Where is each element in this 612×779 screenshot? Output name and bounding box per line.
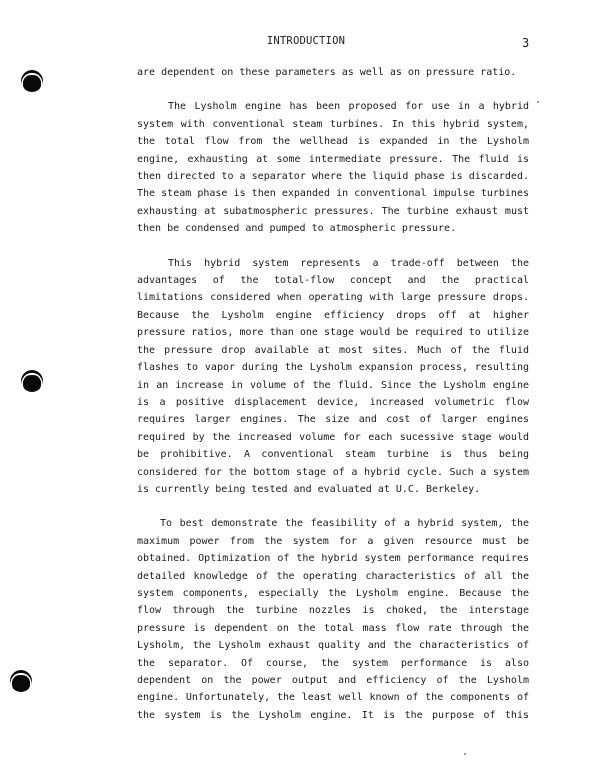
text-line: be prohibitive. A conventional steam turbine is thus being (137, 449, 529, 461)
text-line: Lysholm, the Lysholm exhaust quality and the characteristics of (137, 640, 529, 652)
text-line: The steam phase is then expanded in conventional impulse turbines (137, 188, 529, 200)
text-line: exhausting at subatmospheric pressures. The turbine exhaust must (137, 205, 529, 217)
page-number: 3 (522, 36, 530, 50)
text-line: then directed to a separator where the liquid phase is discarded. (137, 171, 529, 183)
punch-hole-bottom (10, 670, 32, 692)
text-line: is currently being tested and evaluated at U.C. Berkeley. (137, 483, 481, 495)
paragraph-hybrid-system (137, 98, 529, 237)
text-line: then be condensed and pumped to atmospheric pressure. (137, 223, 457, 235)
text-line: flashes to vapor during the Lysholm expansion process, resulting (137, 362, 529, 374)
text-line: limitations considered when operating with large pressure drops. (137, 292, 529, 304)
punch-hole-top (21, 70, 43, 92)
paragraph-trade-off (137, 255, 529, 499)
text-line: pressure is dependent on the total mass flow rate through the (137, 622, 529, 634)
text-line: is a positive displacement device, increased volumetric flow (137, 396, 529, 408)
paragraph-feasibility (137, 515, 529, 724)
text-line: dependent on the power output and efficiency of the Lysholm (137, 675, 529, 686)
text-line: the total flow from the wellhead is expanded in the Lysholm (137, 136, 529, 148)
text-line: flow through the turbine nozzles is choked, the interstage (137, 605, 529, 617)
text-line: system with conventional steam turbines. In this hybrid system, (137, 118, 529, 130)
text-line: system components, especially the Lysholm engine. Because the (137, 587, 529, 599)
text-line: considered for the bottom stage of a hybrid cycle. Such a system (137, 466, 529, 478)
text-line: This hybrid system represents a trade-off between the (168, 257, 529, 269)
text-line: engine, exhausting at some intermediate pressure. The fluid is (137, 153, 529, 165)
text-line: To best demonstrate the feasibility of a hybrid system, the (160, 518, 529, 530)
text-line: The Lysholm engine has been proposed for use in a hybrid (168, 101, 529, 113)
scan-speck (537, 101, 539, 103)
paragraph-continuation (137, 64, 529, 81)
text-line: detailed knowledge of the operating characteristics of all the (137, 570, 529, 582)
text-line: maximum power from the system for a given resource must be (137, 535, 529, 547)
text-line: in an increase in volume of the fluid. Since the Lysholm engine (137, 379, 529, 391)
punch-hole-middle (21, 370, 43, 392)
text-line: pressure ratios, more than one stage would be required to utilize (137, 327, 529, 339)
text-line: the separator. Of course, the system performance is also (137, 657, 529, 669)
text-line: obtained. Optimization of the hybrid system performance requires (137, 553, 529, 565)
body-text (137, 64, 529, 724)
scan-speck (464, 753, 466, 755)
text-line: advantages of the total-flow concept and the practical (137, 275, 529, 287)
running-header: INTRODUCTION (266, 35, 346, 47)
text-line: the pressure drop available at most sites. Much of the fluid (137, 344, 529, 356)
text-line: requires larger engines. The size and cost of larger engines (137, 414, 529, 426)
text-line: required by the increased volume for each sucessive stage would (137, 431, 529, 443)
text-line: are dependent on these parameters as well as on pressure ratio. (137, 67, 517, 78)
text-line: engine. Unfortunately, the least well known of the components of (137, 692, 529, 704)
text-line: the system is the Lysholm engine. It is the purpose of this (137, 709, 529, 721)
text-line: Because the Lysholm engine efficiency drops off at higher (137, 309, 529, 321)
